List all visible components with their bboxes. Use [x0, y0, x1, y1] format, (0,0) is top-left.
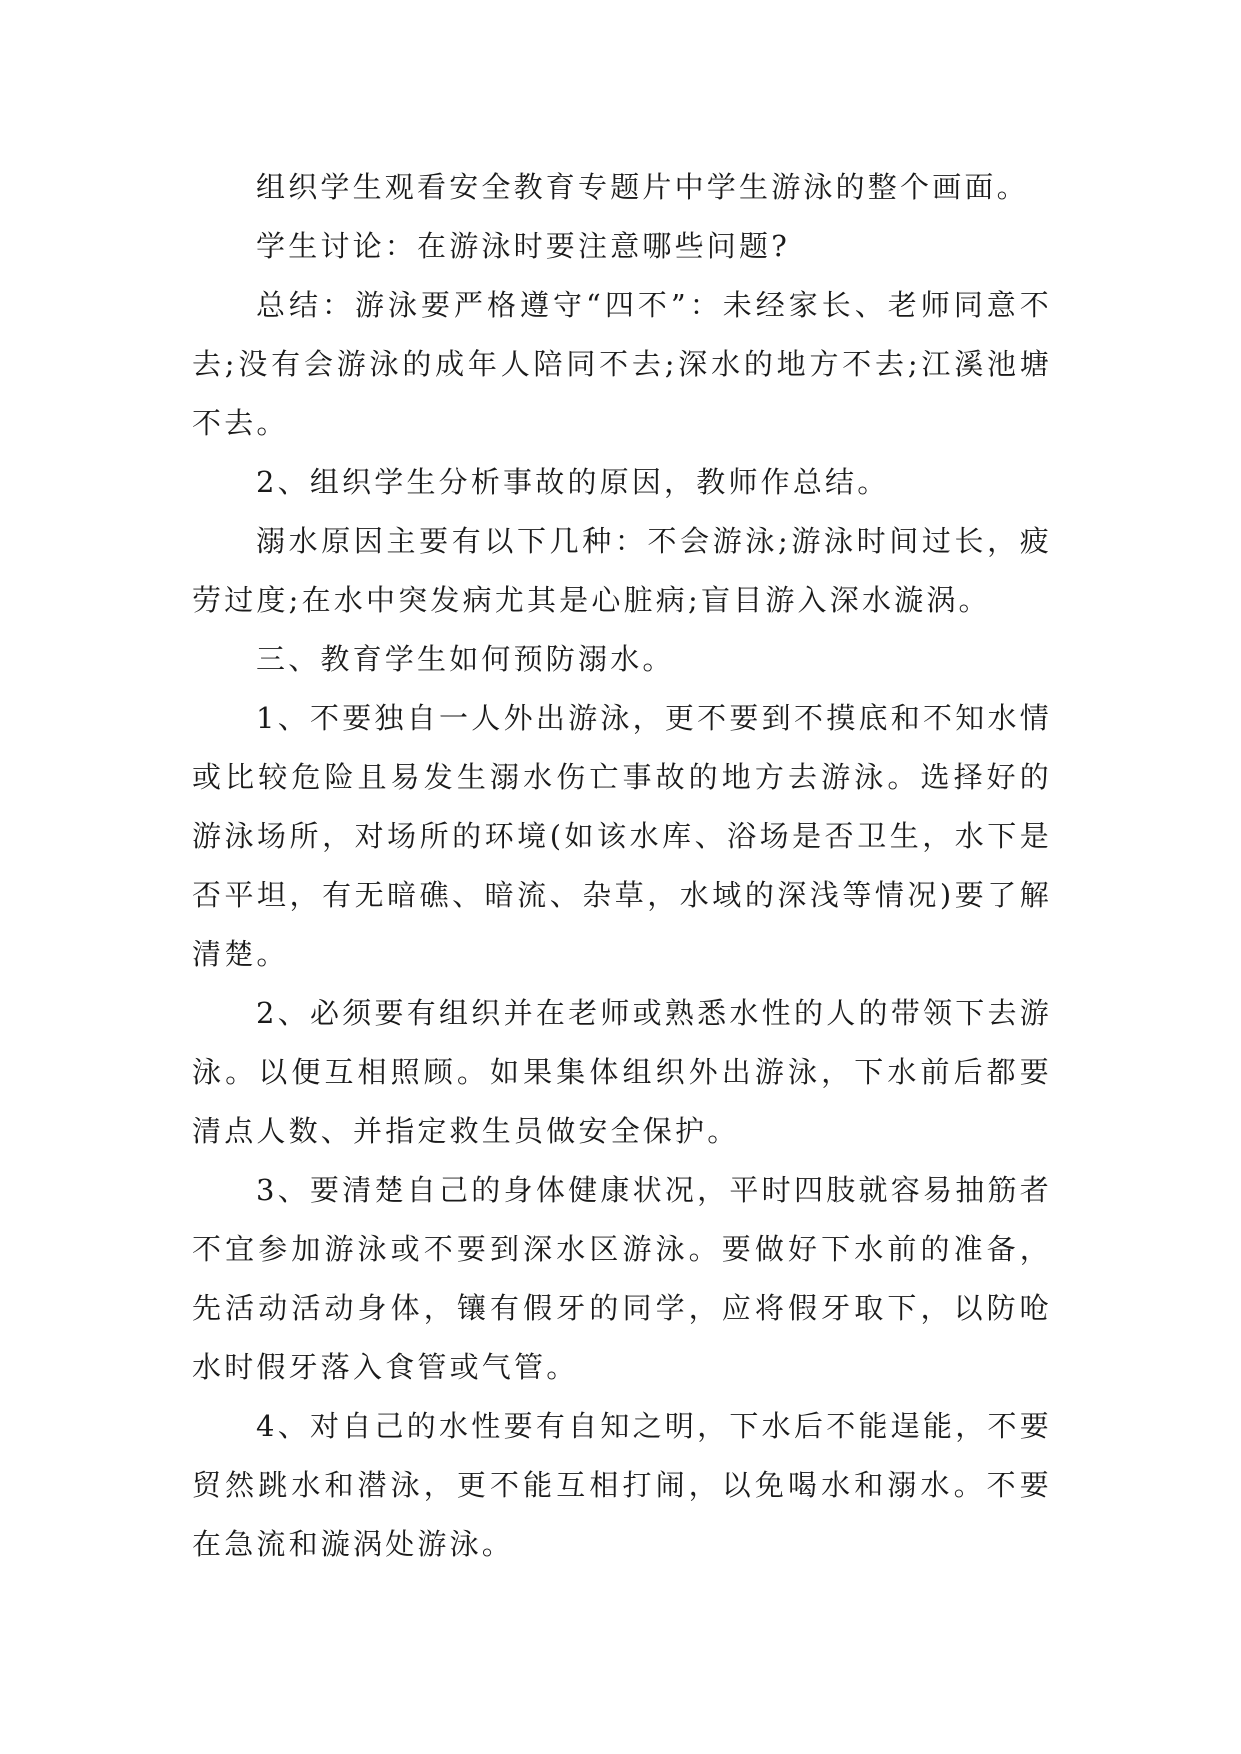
document-body	[192, 158, 1052, 1574]
paragraph-rule-3: 3、要清楚自己的身体健康状况，平时四肢就容易抽筋者不宜参加游泳或不要到深水区游泳。要做好下水前的准备，先活动活动身体，镶有假牙的同学，应将假牙取下，以防呛水时假牙落入食管或气管。	[192, 1173, 1052, 1384]
paragraph-analyze-causes: 2、组织学生分析事故的原因，教师作总结。	[256, 465, 890, 499]
section-heading-prevention: 三、教育学生如何预防溺水。	[256, 642, 675, 676]
paragraph-rule-1: 1、不要独自一人外出游泳，更不要到不摸底和不知水情或比较危险且易发生溺水伤亡事故的地方去游泳。选择好的游泳场所，对场所的环境(如该水库、浴场是否卫生，水下是否平坦，有无暗礁、暗流、杂草，水域的深浅等情况)要了解清楚。	[192, 701, 1052, 971]
paragraph-rule-2: 2、必须要有组织并在老师或熟悉水性的人的带领下去游泳。以便互相照顾。如果集体组织外出游泳，下水前后都要清点人数、并指定救生员做安全保护。	[192, 996, 1052, 1148]
paragraph-watch-video: 组织学生观看安全教育专题片中学生游泳的整个画面。	[256, 170, 1029, 204]
paragraph-discussion: 学生讨论：在游泳时要注意哪些问题?	[256, 229, 790, 263]
paragraph-drowning-causes: 溺水原因主要有以下几种：不会游泳;游泳时间过长，疲劳过度;在水中突发病尤其是心脏病;盲目游入深水漩涡。	[192, 524, 1052, 617]
paragraph-summary-four-nos: 总结：游泳要严格遵守“四不”：未经家长、老师同意不去;没有会游泳的成年人陪同不去;深水的地方不去;江溪池塘不去。	[192, 288, 1052, 440]
paragraph-rule-4: 4、对自己的水性要有自知之明，下水后不能逞能，不要贸然跳水和潜泳，更不能互相打闹，以免喝水和溺水。不要在急流和漩涡处游泳。	[192, 1409, 1052, 1561]
